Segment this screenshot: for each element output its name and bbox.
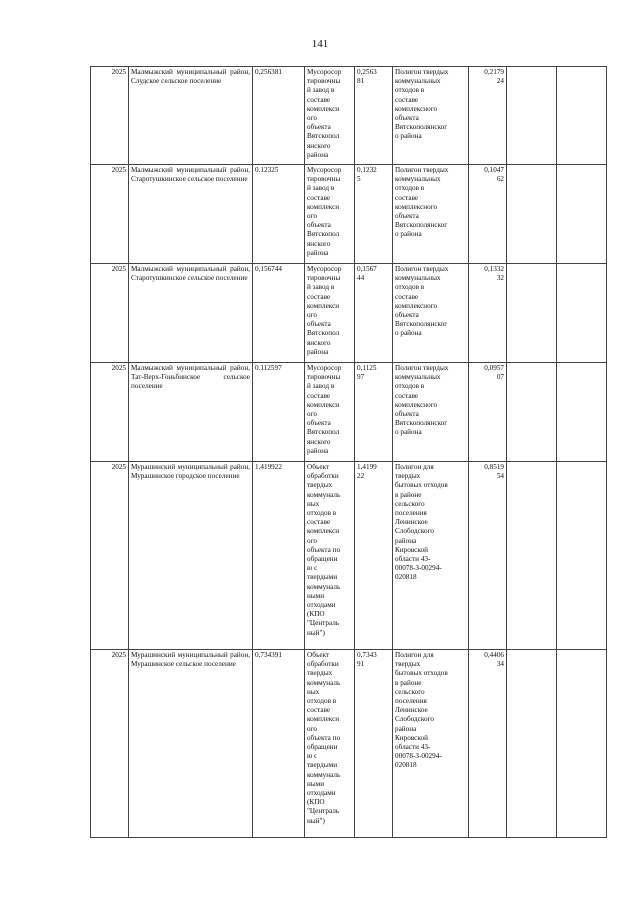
year-cell: 2025 [91,462,129,650]
area-cell: Мурашинский муниципальный район, Мурашинское сельское поселение [129,650,253,838]
empty-cell [557,165,607,264]
source-facility-cell: Объект обработки твердых коммуналь ных отходов в составе комплекси ого объекта по обращени ю с твердыми коммуналь ными отходами (КПО "Централь ный") [305,462,355,650]
volume-disposed-cell: 0,1332 32 [469,264,507,363]
volume-cell: 0.112597 [253,363,305,462]
table-row [91,462,607,650]
waste-flow-table [90,66,607,838]
volume-processed-cell: 0,1567 44 [355,264,393,363]
destination-facility-cell: Полигон твердых коммунальных отходов в составе комплексного объекта Вятскополянског о района [393,67,469,165]
volume-cell: 1,419922 [253,462,305,650]
year-cell: 2025 [91,264,129,363]
source-facility-cell: Мусоросор тировочны й завод в составе комплекси ого объекта Вятскопол янского района [305,363,355,462]
empty-cell [557,462,607,650]
destination-facility-cell: Полигон твердых коммунальных отходов в составе комплексного объекта Вятскополянског о района [393,165,469,264]
year-cell: 2025 [91,650,129,838]
table-row [91,650,607,838]
empty-cell [507,264,557,363]
source-facility-cell: Мусоросор тировочны й завод в составе комплекси ого объекта Вятскопол янского района [305,165,355,264]
year-cell: 2025 [91,165,129,264]
table-row [91,363,607,462]
area-cell: Малмыжский муниципальный район, Слудское сельское поселение [129,67,253,165]
empty-cell [507,363,557,462]
empty-cell [507,462,557,650]
empty-cell [557,363,607,462]
volume-processed-cell: 1,4199 22 [355,462,393,650]
volume-cell: 0,256381 [253,67,305,165]
volume-cell: 0.12325 [253,165,305,264]
year-cell: 2025 [91,363,129,462]
destination-facility-cell: Полигон для твердых бытовых отходов в районе сельского поселения Ленинское Слободского района Кировской области 43- 00078-З-00294- 020818 [393,650,469,838]
source-facility-cell: Мусоросор тировочны й завод в составе комплекси ого объекта Вятскопол янского района [305,264,355,363]
area-cell: Малмыжский муниципальный район, Тат-Верх-Гоньбинское сельское поселение [129,363,253,462]
volume-processed-cell: 0,7343 91 [355,650,393,838]
table-row [91,264,607,363]
volume-cell: 0,734391 [253,650,305,838]
volume-disposed-cell: 0,8519 54 [469,462,507,650]
volume-processed-cell: 0,1125 97 [355,363,393,462]
source-facility-cell: Мусоросор тировочны й завод в составе комплекси ого объекта Вятскопол янского района [305,67,355,165]
table-row [91,165,607,264]
area-cell: Мурашинский муниципальный район, Мурашинское городское поселение [129,462,253,650]
empty-cell [557,67,607,165]
year-cell: 2025 [91,67,129,165]
volume-disposed-cell: 0,0957 07 [469,363,507,462]
area-cell: Малмыжский муниципальный район, Старотушкинское сельское поселение [129,165,253,264]
volume-disposed-cell: 0,1047 62 [469,165,507,264]
destination-facility-cell: Полигон твердых коммунальных отходов в составе комплексного объекта Вятскополянског о района [393,363,469,462]
table-row [91,67,607,165]
volume-processed-cell: 0,1232 5 [355,165,393,264]
empty-cell [557,650,607,838]
empty-cell [507,67,557,165]
empty-cell [507,650,557,838]
empty-cell [507,165,557,264]
area-cell: Малмыжский муниципальный район, Старотушкинское сельское поселение [129,264,253,363]
volume-cell: 0,156744 [253,264,305,363]
page-number: 141 [311,38,329,50]
destination-facility-cell: Полигон для твердых бытовых отходов в районе сельского поселения Ленинское Слободского района Кировской области 43- 00078-З-00294- 020818 [393,462,469,650]
empty-cell [557,264,607,363]
volume-disposed-cell: 0,2179 24 [469,67,507,165]
volume-disposed-cell: 0,4406 34 [469,650,507,838]
volume-processed-cell: 0,2563 81 [355,67,393,165]
destination-facility-cell: Полигон твердых коммунальных отходов в составе комплексного объекта Вятскополянског о района [393,264,469,363]
source-facility-cell: Объект обработки твердых коммуналь ных отходов в составе комплекси ого объекта по обращени ю с твердыми коммуналь ными отходами (КПО "Централь ный") [305,650,355,838]
